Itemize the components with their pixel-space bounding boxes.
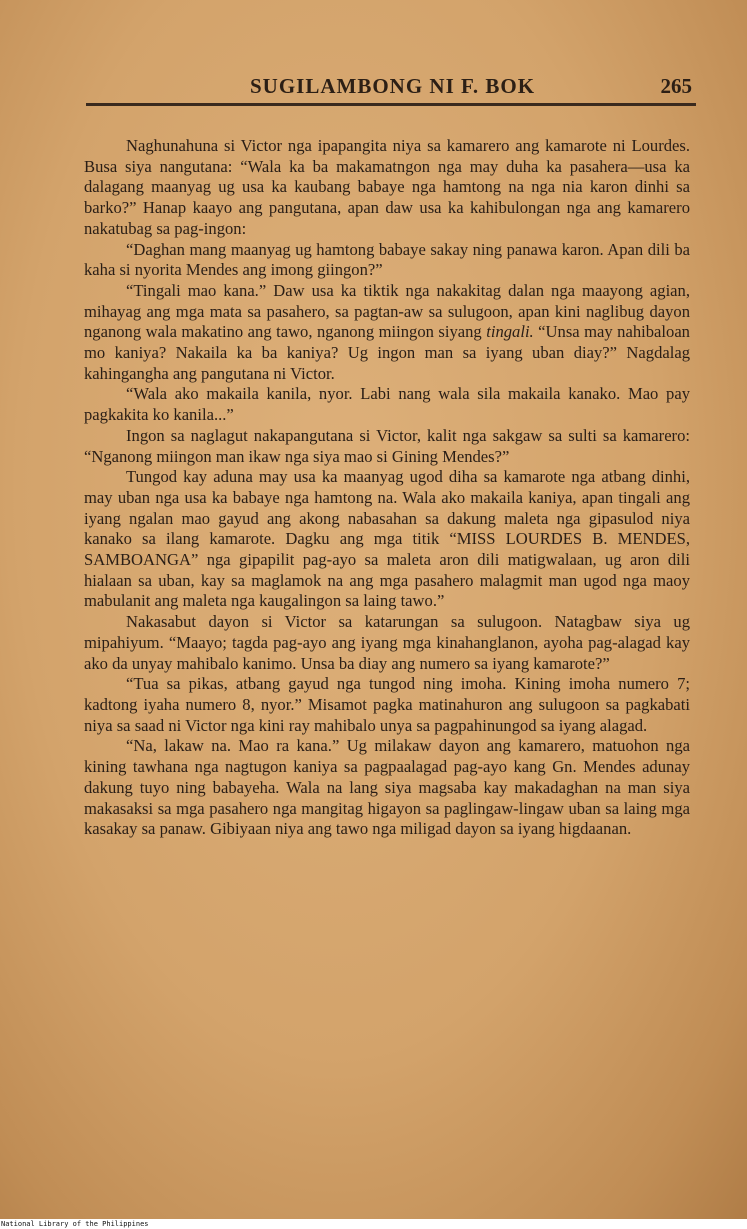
footer-credit: National Library of the Philippines bbox=[1, 1220, 149, 1228]
header-rule bbox=[86, 103, 696, 106]
body-text bbox=[84, 136, 690, 840]
italic-word: tingali. bbox=[486, 322, 534, 342]
running-title: SUGILAMBONG NI F. BOK bbox=[250, 74, 536, 98]
paragraph-text: “Tingali mao kana.” Daw usa ka tiktik nga nakakitag dalan nga maayong agian, mihayag ang mga mata sa pasahero, sa pagtan-aw sa sulugoon, apan kini naglibug dayon nganong wala makatino ang tawo, nganong miingon siyang bbox=[84, 280, 690, 342]
paragraph: “Daghan mang maanyag ug hamtong babaye sakay ning panawa karon. Apan dili ba kaha si nyorita Mendes ang imong giingon?” bbox=[84, 239, 690, 280]
paragraph: “Tua sa pikas, atbang gayud nga tungod ning imoha. Kining imoha numero 7; kadtong iyaha numero 8, nyor.” Misamot pagka matinahuron ang sulugoon sa pagkabati niya sa saad ni Victor nga kini ray mahibalo unya sa pagpahinungod sa iyang alagad. bbox=[84, 674, 690, 735]
paragraph: “Na, lakaw na. Mao ra kana.” Ug milakaw dayon ang kamarero, matuohon nga kining tawhana nga nagtugon kaniya sa pagpaalagad pag-ayo kang Gn. Mendes adunay dakung tuyo ning babayeha. Wala na lang siya magsaba kay makadaghan na man siya makasaksi sa mga pasahero nga mangitag higayon sa paglingaw-lingaw uban sa laing mga kasakay sa panaw. Gibiyaan niya ang tawo nga miligad dayon sa iyang higdaanan. bbox=[84, 736, 690, 839]
paragraph: Tungod kay aduna may usa ka maanyag ugod diha sa kamarote nga atbang dinhi, may uban nga usa ka babaye nga hamtong na. Wala ako makaila kaniya, apan tingali ang iyang ngalan mao gayud ang akong nabasahan sa dakung maleta nga gipasulod niya kanako sa ilang kamarote. Dagku ang mga titik “MISS LOURDES B. MENDES, SAMBOANGA” nga gipapilit pag-ayo sa maleta aron dili matigwalaan, ug aron dili hialaan sa uban, kay sa maglamok na ang mga pasahero malagmit man ugod nga maoy mabulanit ang maleta nga kaugalingon sa laing tawo.” bbox=[84, 467, 690, 611]
page-number: 265 bbox=[660, 74, 692, 98]
page-header bbox=[84, 72, 696, 102]
paragraph: Ingon sa naglagut nakapangutana si Victor, kalit nga sakgaw sa sulti sa kamarero: “Nganong miingon man ikaw nga siya mao si Gining Mendes?” bbox=[84, 425, 690, 466]
footer-bar bbox=[0, 1219, 747, 1229]
paragraph: Naghunahuna si Victor nga ipapangita niya sa kamarero ang kamarote ni Lourdes. Busa siya nangutana: “Wala ka ba makamatngon nga may duha ka pasahera—usa ka dalagang maanyag ug usa ka kaubang babaye nga hamtong na nga nia karon dinhi sa barko?” Hanap kaayo ang pangutana, apan daw usa ka kahibulongan nga ang kamarero nakatubag sa pag-ingon: bbox=[84, 136, 690, 238]
paragraph bbox=[84, 281, 690, 385]
paragraph: Nakasabut dayon si Victor sa katarungan sa sulugoon. Natagbaw siya ug mipahiyum. “Maayo; tagda pag-ayo ang iyang mga kinahanglanon, ayoha pag-alagad kay ako da unyay mahibalo kanimo. Unsa ba diay ang numero sa iyang kamarote?” bbox=[84, 612, 690, 673]
paragraph-text: “Unsa may nahibaloan mo kaniya? Nakaila ka ba kaniya? Ug ingon man sa iyang uban diay?” Nagdalag kahingangha ang pangutana ni Victor. bbox=[84, 322, 690, 383]
paragraph: “Wala ako makaila kanila, nyor. Labi nang wala sila makaila kanako. Mao pay pagkakita ko kanila...” bbox=[84, 384, 690, 425]
